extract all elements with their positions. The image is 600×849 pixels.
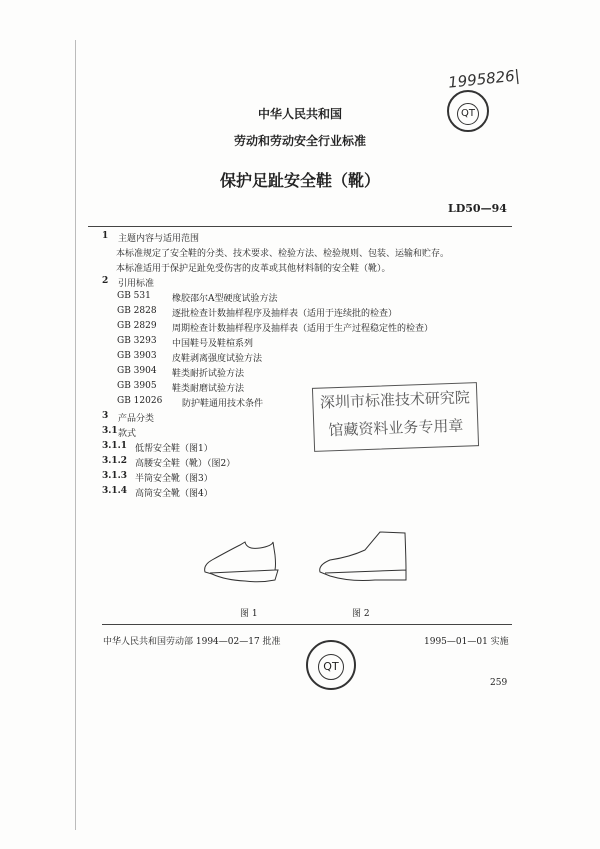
body-line: 产品分类 (118, 414, 155, 424)
scan-edge-line (75, 40, 76, 830)
qt-seal-top: QT (447, 90, 489, 132)
section-number: 2 (102, 276, 109, 286)
qt-seal-bottom: QT (306, 640, 356, 690)
figure-2-caption: 图 2 (352, 609, 370, 619)
approval-date: 中华人民共和国劳动部 1994—02—17 批准 (103, 637, 281, 647)
body-line: 本标准规定了安全鞋的分类、技术要求、检验方法、检验规则、包装、运输和贮存。 (116, 249, 450, 259)
standard-code: LD50—94 (448, 202, 507, 215)
section-number: GB 2828 (117, 306, 157, 316)
body-line: 引用标准 (118, 279, 155, 289)
page-number: 259 (490, 678, 508, 688)
body-line: 主题内容与适用范围 (118, 234, 200, 244)
shoe-figures (200, 530, 460, 590)
body-line: 低帮安全鞋（图1） (135, 444, 213, 454)
body-line: 周期检查计数抽样程序及抽样表（适用于生产过程稳定性的检查） (172, 324, 434, 334)
body-line: 半筒安全靴（图3） (135, 474, 213, 484)
body-line: 中国鞋号及鞋楦系列 (172, 339, 254, 349)
category-heading: 劳动和劳动安全行业标准 (233, 134, 366, 148)
figure-1-caption: 图 1 (240, 609, 258, 619)
section-number: GB 12026 (117, 396, 163, 406)
body-line: 皮鞋剥离强度试验方法 (172, 354, 263, 364)
high-shoe-figure (320, 532, 406, 581)
handwritten-date: 1995826| (447, 66, 521, 92)
section-number: GB 3293 (117, 336, 157, 346)
section-number: 1 (102, 231, 109, 241)
section-number: GB 531 (117, 291, 151, 301)
section-number: GB 3904 (117, 366, 157, 376)
body-line: 防护鞋通用技术条件 (182, 399, 264, 409)
low-shoe-figure (205, 542, 278, 582)
country-heading: 中华人民共和国 (257, 107, 342, 121)
body-line: 款式 (118, 429, 137, 439)
section-number: 3.1 (102, 426, 118, 436)
section-number: 3.1.1 (102, 441, 128, 451)
section-number: GB 3905 (117, 381, 157, 391)
section-number: 3.1.3 (102, 471, 128, 481)
body-line: 鞋类耐磨试验方法 (172, 384, 245, 394)
document-title: 保护足趾安全鞋（靴） (219, 171, 380, 190)
section-number: GB 2829 (117, 321, 157, 331)
section-number: GB 3903 (117, 351, 157, 361)
section-number: 3.1.2 (102, 456, 128, 466)
library-stamp: 深圳市标准技术研究院 馆藏资料业务专用章 (312, 382, 479, 452)
section-number: 3.1.4 (102, 486, 128, 496)
body-line: 高腰安全鞋（靴）（图2） (135, 459, 236, 469)
body-line: 高筒安全靴（图4） (135, 489, 213, 499)
section-number: 3 (102, 411, 109, 421)
effective-date: 1995—01—01 实施 (424, 637, 509, 647)
body-line: 橡胶邵尔A型硬度试验方法 (172, 294, 278, 304)
body-line: 鞋类耐折试验方法 (172, 369, 245, 379)
body-line: 本标准适用于保护足趾免受伤害的皮革或其他材料制的安全鞋（靴）。 (116, 264, 391, 274)
footer-rule (102, 624, 512, 625)
header-rule (88, 226, 512, 227)
body-line: 逐批检查计数抽样程序及抽样表（适用于连续批的检查） (172, 309, 398, 319)
